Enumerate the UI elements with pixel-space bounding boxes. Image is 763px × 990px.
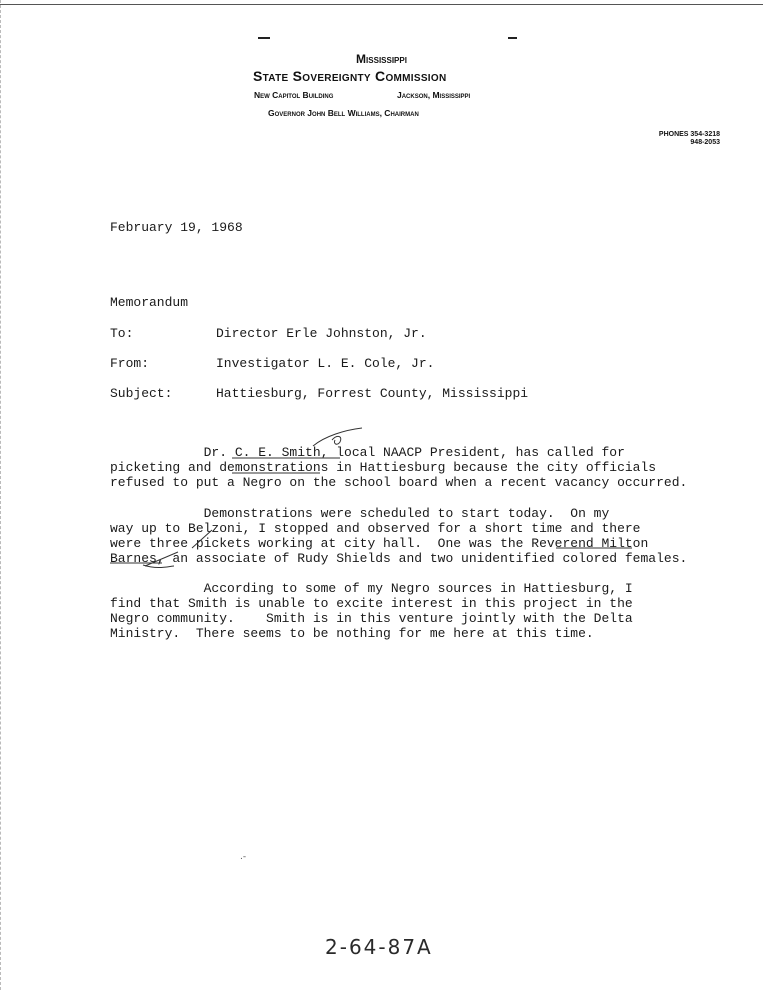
from-value: Investigator L. E. Cole, Jr. (216, 356, 435, 371)
letterhead-state: Mississippi (356, 52, 407, 66)
body-paragraph-3: According to some of my Negro sources in Hattiesburg, I find that Smith is unable to excite interest in this project in the Negro community. Smith is in this venture jointly with the Delta Ministry. There seems to be nothing for me here at this time. (110, 581, 633, 641)
subject-label: Subject: (110, 386, 173, 401)
letterhead-city: Jackson, Mississippi (397, 90, 471, 100)
memo-date: February 19, 1968 (110, 220, 243, 235)
stray-mark: .- (240, 852, 247, 862)
phones-line-1: PHONES 354-3218 (658, 131, 720, 138)
file-number: 2-64-87A (325, 935, 433, 959)
letterhead-commission: State Sovereignty Commission (253, 68, 447, 84)
letterhead-governor: Governor John Bell Williams, Chairman (268, 108, 419, 118)
body-paragraph-2: Demonstrations were scheduled to start today. On my way up to Belzoni, I stopped and observed for a short time and there were three pickets working at city hall. One was the Reverend Milton Barnes, an associate of Rudy Shields and two unidentified colored females. (110, 506, 688, 566)
from-label: From: (110, 356, 150, 371)
subject-value: Hattiesburg, Forrest County, Mississippi (216, 386, 529, 401)
body-paragraph-1: Dr. C. E. Smith, local NAACP President, has called for picketing and demonstrations in Hattiesburg because the city officials refused to put a Negro on the school board when a recent vacancy occurred. (110, 445, 688, 490)
strike-pickets (192, 530, 212, 548)
pen-loop-smith (332, 436, 341, 444)
letterhead-building: New Capitol Building (254, 90, 334, 100)
to-value: Director Erle Johnston, Jr. (216, 326, 427, 341)
memo-type: Memorandum (110, 295, 189, 310)
phones-line-2: 948-2053 (690, 139, 720, 146)
strike-barnes (145, 552, 178, 566)
to-label: To: (110, 326, 134, 341)
pen-stroke-smith (313, 428, 362, 446)
